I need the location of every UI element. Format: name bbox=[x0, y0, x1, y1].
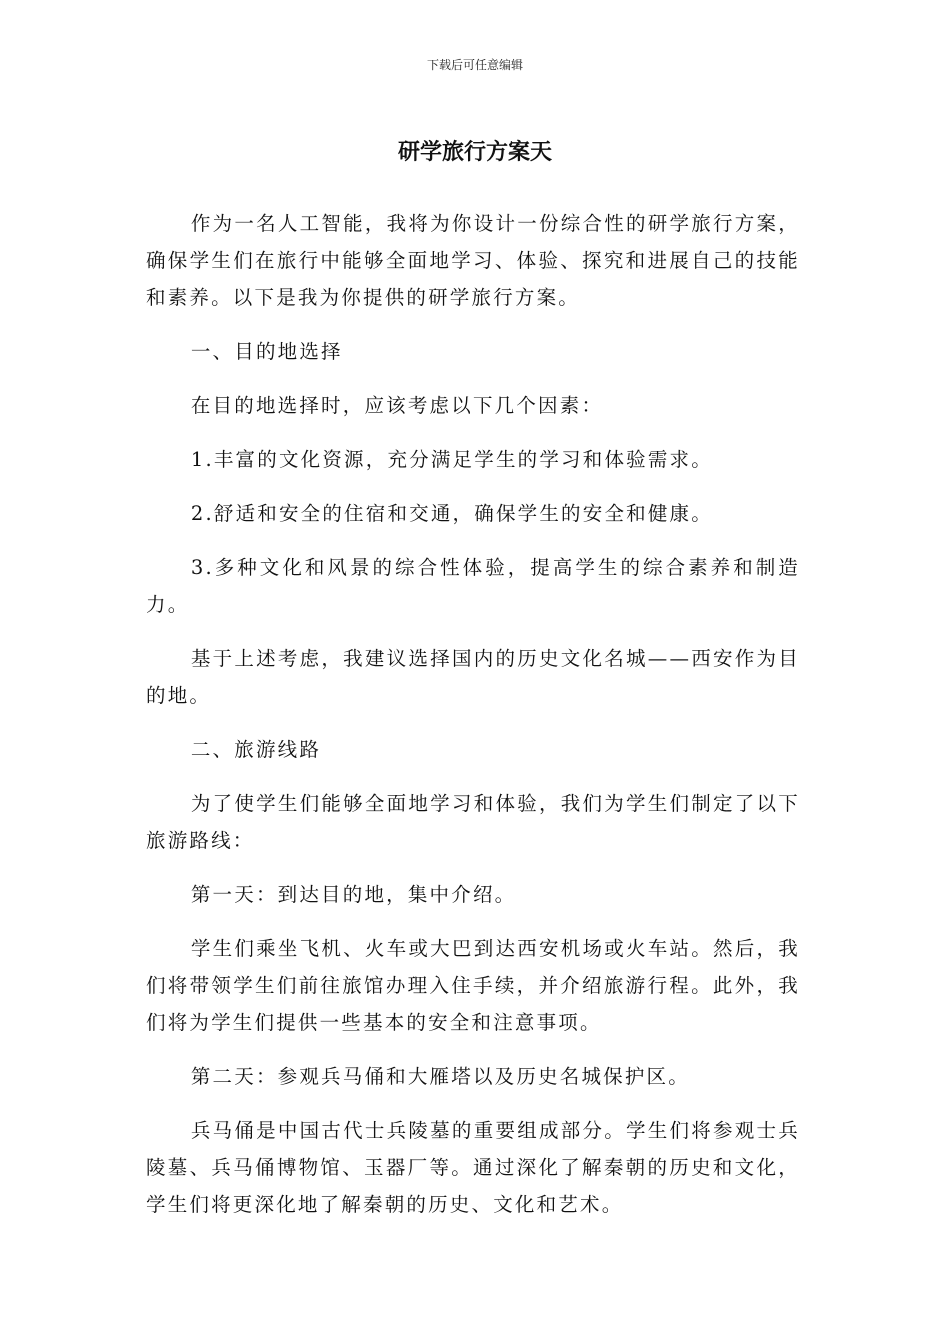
paragraph-route-intro: 为了使学生们能够全面地学习和体验，我们为学生们制定了以下旅游路线： bbox=[146, 792, 800, 852]
section-heading-route: 二、旅游线路 bbox=[190, 738, 322, 761]
paragraph-factors-intro: 在目的地选择时，应该考虑以下几个因素： bbox=[190, 394, 604, 417]
list-item-factor-2: 2.舒适和安全的住宿和交通，确保学生的安全和健康。 bbox=[190, 502, 713, 525]
paragraph-day-one: 学生们乘坐飞机、火车或大巴到达西安机场或火车站。然后，我们将带领学生们前往旅馆办理入住手续，并介绍旅游行程。此外，我们将为学生们提供一些基本的安全和注意事项。 bbox=[146, 937, 800, 1034]
section-heading-destination: 一、目的地选择 bbox=[190, 340, 343, 363]
header-note: 下载后可任意编辑 bbox=[426, 58, 523, 72]
day-two-heading: 第二天：参观兵马俑和大雁塔以及历史名城保护区。 bbox=[190, 1065, 690, 1088]
document-title: 研学旅行方案天 bbox=[397, 140, 552, 165]
paragraph-day-two: 兵马俑是中国古代士兵陵墓的重要组成部分。学生们将参观士兵陵墓、兵马俑博物馆、玉器厂等。通过深化了解秦朝的历史和文化，学生们将更深化地了解秦朝的历史、文化和艺术。 bbox=[146, 1119, 800, 1216]
list-item-factor-3: 3.多种文化和风景的综合性体验，提高学生的综合素养和制造力。 bbox=[146, 556, 800, 616]
list-item-factor-1: 1.丰富的文化资源，充分满足学生的学习和体验需求。 bbox=[190, 448, 713, 471]
paragraph-intro: 作为一名人工智能，我将为你设计一份综合性的研学旅行方案，确保学生们在旅行中能够全面地学习、体验、探究和进展自己的技能和素养。以下是我为你提供的研学旅行方案。 bbox=[146, 212, 800, 309]
day-one-heading: 第一天：到达目的地，集中介绍。 bbox=[190, 883, 517, 906]
body-text bbox=[146, 205, 800, 1223]
paragraph-recommendation: 基于上述考虑，我建议选择国内的历史文化名城——西安作为目的地。 bbox=[146, 647, 800, 707]
